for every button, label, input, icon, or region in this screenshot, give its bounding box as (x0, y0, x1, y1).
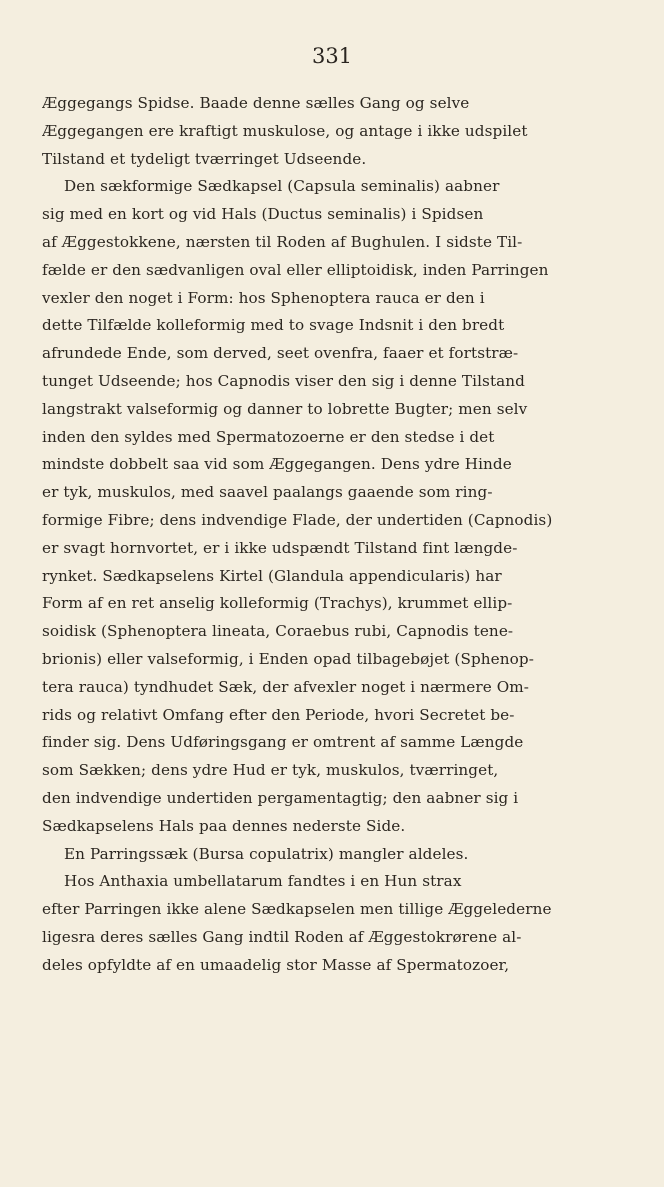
text-line: tunget Udseende; hos Capnodis viser den sig i denne Tilstand (42, 371, 526, 390)
text-line: Sædkapselens Hals paa dennes nederste Side. (42, 816, 406, 835)
text-line: er svagt hornvortet, er i ikke udspændt Tilstand fint længde- (42, 538, 518, 557)
text-line: efter Parringen ikke alene Sædkapselen men tillige Æggelederne (42, 900, 552, 919)
text-line: deles opfyldte af en umaadelig stor Masse af Spermatozoer, (42, 955, 510, 974)
text-line: fælde er den sædvanligen oval eller elliptoidisk, inden Parringen (42, 260, 549, 279)
page-number: 331 (311, 44, 353, 68)
text-line: afrundede Ende, som derved, seet ovenfra, faaer et fortstræ- (42, 344, 519, 363)
text-line: af Æggestokkene, nærsten til Roden af Bughulen. I sidste Til- (42, 232, 523, 251)
body-text (42, 90, 635, 980)
text-line: inden den syldes med Spermatozoerne er den stedse i det (42, 427, 495, 446)
text-line: Æggegangen ere kraftigt muskulose, og antage i ikke udspilet (42, 121, 528, 140)
text-line: formige Fibre; dens indvendige Flade, der undertiden (Capnodis) (42, 510, 553, 529)
text-line: dette Tilfælde kolleformig med to svage Indsnit i den bredt (42, 316, 505, 335)
text-line: tera rauca) tyndhudet Sæk, der afvexler noget i nærmere Om- (42, 677, 530, 696)
text-line: sig med en kort og vid Hals (Ductus seminalis) i Spidsen (42, 205, 484, 224)
text-line: er tyk, muskulos, med saavel paalangs gaaende som ring- (42, 483, 493, 502)
text-line: En Parringssæk (Bursa copulatrix) mangler aldeles. (64, 844, 469, 863)
text-line: rids og relativt Omfang efter den Periode, hvori Secretet be- (42, 705, 515, 724)
text-line: Hos Anthaxia umbellatarum fandtes i en Hun strax (64, 872, 462, 891)
text-line: ligesra deres sælles Gang indtil Roden af Æggestokrørene al- (42, 927, 522, 946)
text-line: rynket. Sædkapselens Kirtel (Glandula appendicularis) har (42, 566, 502, 585)
text-line: Den sækformige Sædkapsel (Capsula seminalis) aabner (64, 177, 500, 196)
text-line: Æggegangs Spidse. Baade denne sælles Gang og selve (42, 94, 470, 112)
text-line: den indvendige undertiden pergamentagtig; den aabner sig i (42, 788, 519, 807)
text-line: soidisk (Sphenoptera lineata, Coraebus rubi, Capnodis tene- (42, 622, 514, 641)
text-line: som Sækken; dens ydre Hud er tyk, muskulos, tværringet, (42, 761, 499, 780)
text-line: finder sig. Dens Udføringsgang er omtrent af samme Længde (42, 733, 524, 752)
text-line: mindste dobbelt saa vid som Æggegangen. Dens ydre Hinde (42, 455, 512, 474)
text-line: brionis) eller valseformig, i Enden opad tilbagebøjet (Sphenop- (42, 649, 534, 668)
text-line: Tilstand et tydeligt tværringet Udseende. (42, 149, 367, 168)
text-line: vexler den noget i Form: hos Sphenoptera rauca er den i (42, 288, 485, 307)
text-line: langstrakt valseformig og danner to lobrette Bugter; men selv (42, 399, 528, 418)
text-line: Form af en ret anselig kolleformig (Trachys), krummet ellip- (42, 594, 513, 613)
